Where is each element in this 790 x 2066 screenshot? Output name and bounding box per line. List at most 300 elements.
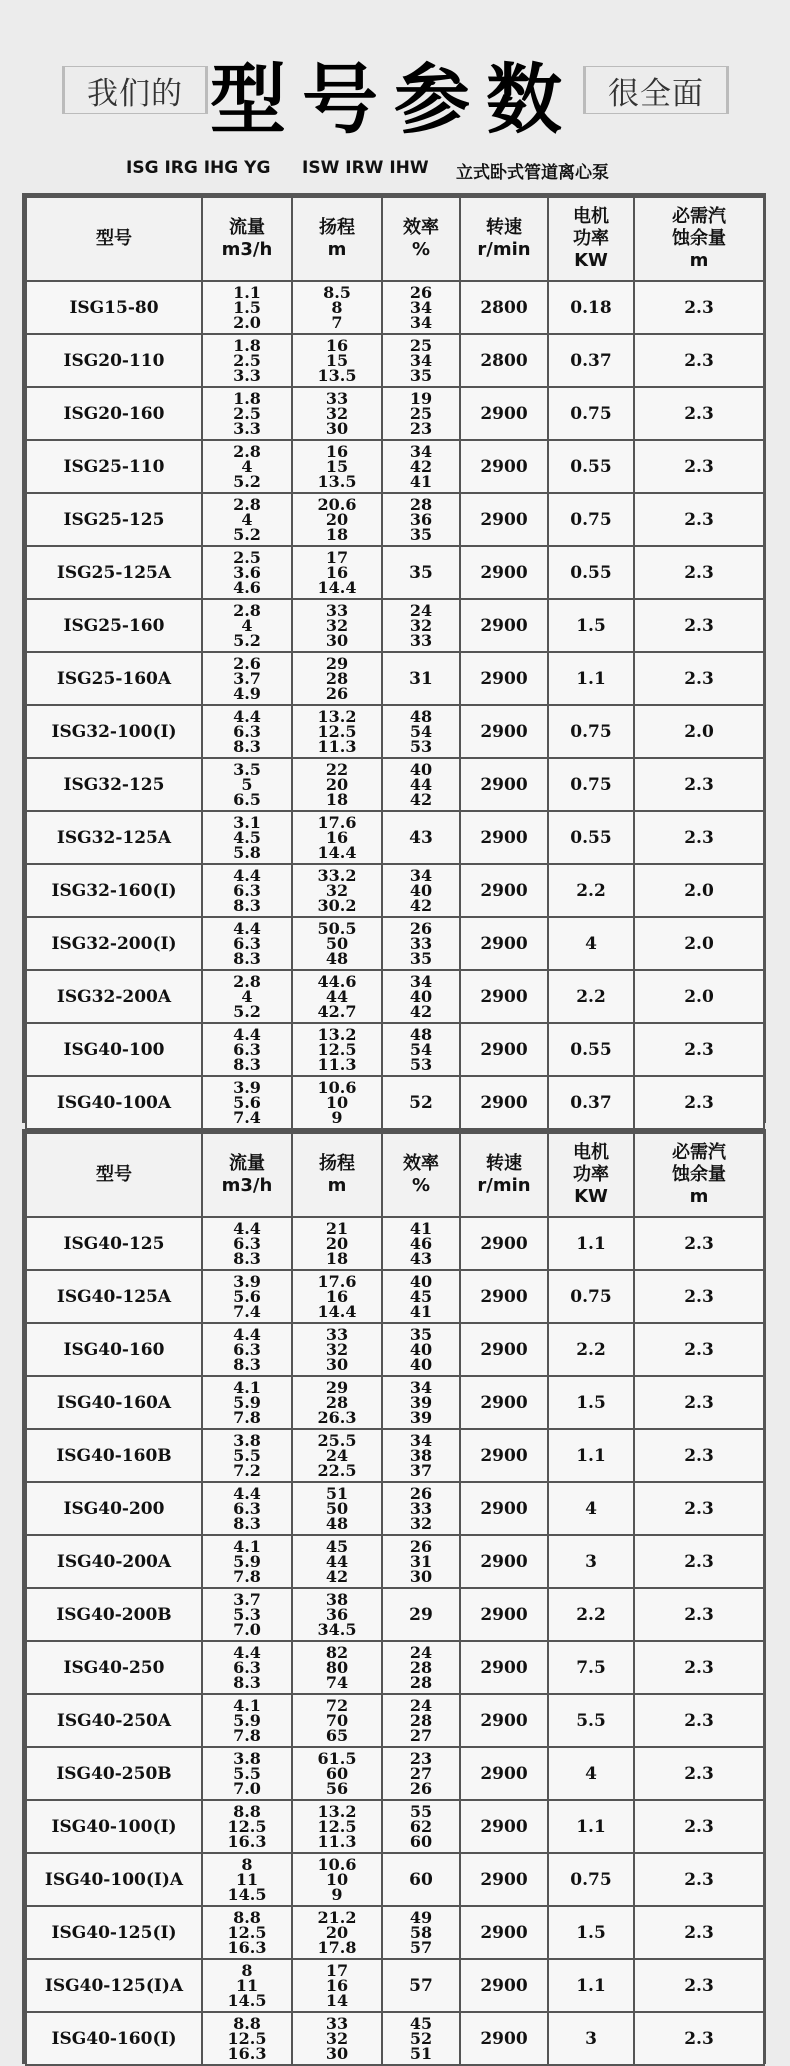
cell-eff <box>382 1694 460 1747</box>
cell-flow <box>202 1270 292 1323</box>
cell-speed: 2900 <box>460 1429 548 1482</box>
cell-value: 5.8 <box>233 843 261 862</box>
cell-eff <box>382 440 460 493</box>
table-row <box>26 1800 764 1853</box>
cell-power: 2.2 <box>548 970 634 1023</box>
cell-value: 28 <box>325 1393 349 1412</box>
cell-value: 54 <box>409 722 433 741</box>
spec-table-1-grid <box>25 196 765 1130</box>
table-row <box>26 1906 764 1959</box>
cell-flow <box>202 1641 292 1694</box>
cell-model: ISG40-100A <box>26 1076 202 1129</box>
cell-eff <box>382 1535 460 1588</box>
cell-value: 1.1 <box>233 283 261 302</box>
cell-flow <box>202 334 292 387</box>
cell-value: 15 <box>325 457 349 476</box>
table-row <box>26 599 764 652</box>
cell-flow <box>202 387 292 440</box>
cell-power: 3 <box>548 1535 634 1588</box>
cell-value: 41 <box>409 472 433 491</box>
table-row <box>26 1853 764 1906</box>
cell-power: 0.37 <box>548 334 634 387</box>
cell-speed: 2900 <box>460 652 548 705</box>
cell-eff <box>382 1076 460 1129</box>
column-header-line: 流量 <box>229 1153 265 1174</box>
cell-npsh: 2.3 <box>634 1747 764 1800</box>
cell-eff <box>382 2012 460 2065</box>
cell-value: 60 <box>409 1869 433 1890</box>
table-row <box>26 1747 764 1800</box>
cell-value: 72 <box>325 1696 349 1715</box>
cell-value: 8.3 <box>233 1249 261 1268</box>
cell-value: 27 <box>409 1764 433 1783</box>
cell-value: 32 <box>325 2029 349 2048</box>
cell-speed: 2800 <box>460 334 548 387</box>
cell-value: 43 <box>409 1249 433 1268</box>
cell-value: 26 <box>409 1484 433 1503</box>
cell-model: ISG40-100(I)A <box>26 1853 202 1906</box>
cell-power: 7.5 <box>548 1641 634 1694</box>
cell-value: 35 <box>409 562 433 583</box>
table-row <box>26 1076 764 1129</box>
cell-model: ISG40-100 <box>26 1023 202 1076</box>
cell-value: 60 <box>325 1764 349 1783</box>
cell-value: 33 <box>409 934 433 953</box>
cell-value: 57 <box>409 1975 433 1996</box>
column-header-line: m <box>689 1186 709 1207</box>
cell-power: 0.55 <box>548 440 634 493</box>
cell-value: 11.3 <box>317 1055 357 1074</box>
cell-eff <box>382 917 460 970</box>
cell-npsh: 2.0 <box>634 970 764 1023</box>
cell-value: 4.4 <box>233 1643 261 1662</box>
column-header-eff <box>382 1133 460 1217</box>
cell-value: 70 <box>325 1711 349 1730</box>
table-row <box>26 1694 764 1747</box>
cell-value: 10 <box>325 1870 349 1889</box>
cell-value: 40 <box>409 1340 433 1359</box>
cell-value: 35 <box>409 525 433 544</box>
cell-head <box>292 387 382 440</box>
cell-value: 3.8 <box>233 1749 261 1768</box>
cell-value: 48 <box>409 707 433 726</box>
cell-value: 16 <box>325 1976 349 1995</box>
cell-value: 2.0 <box>233 313 261 332</box>
cell-value: 45 <box>325 1537 349 1556</box>
cell-npsh: 2.3 <box>634 652 764 705</box>
cell-power: 0.37 <box>548 1076 634 1129</box>
cell-value: 31 <box>409 1552 433 1571</box>
title-banner <box>0 38 790 148</box>
cell-value: 31 <box>409 668 433 689</box>
cell-value: 42 <box>325 1567 349 1586</box>
cell-value: 5.6 <box>233 1093 261 1112</box>
cell-head <box>292 970 382 1023</box>
cell-value: 80 <box>325 1658 349 1677</box>
column-header-line: 转速 <box>486 217 522 238</box>
cell-npsh: 2.3 <box>634 811 764 864</box>
table-body <box>26 281 764 1129</box>
cell-value: 3.6 <box>233 563 261 582</box>
cell-value: 32 <box>409 616 433 635</box>
column-header-line: 效率 <box>403 1153 439 1174</box>
cell-flow <box>202 1535 292 1588</box>
cell-value: 5.2 <box>233 525 261 544</box>
cell-speed: 2900 <box>460 705 548 758</box>
cell-value: 16.3 <box>227 2044 267 2063</box>
cell-value: 11 <box>235 1976 259 1995</box>
cell-value: 51 <box>325 1484 349 1503</box>
cell-speed: 2900 <box>460 970 548 1023</box>
cell-value: 29 <box>409 1604 433 1625</box>
cell-head <box>292 2012 382 2065</box>
cell-speed: 2900 <box>460 864 548 917</box>
column-header-line: 效率 <box>403 217 439 238</box>
cell-npsh: 2.3 <box>634 1535 764 1588</box>
column-header-power <box>548 1133 634 1217</box>
cell-value: 12.5 <box>317 722 357 741</box>
cell-eff <box>382 864 460 917</box>
cell-flow <box>202 1800 292 1853</box>
cell-value: 6.3 <box>233 1340 261 1359</box>
cell-value: 8.3 <box>233 1055 261 1074</box>
cell-flow <box>202 970 292 1023</box>
cell-value: 23 <box>409 419 433 438</box>
column-header-line: 型号 <box>96 228 132 249</box>
cell-eff <box>382 1429 460 1482</box>
cell-model: ISG20-160 <box>26 387 202 440</box>
header-row <box>26 197 764 281</box>
cell-value: 42 <box>409 896 433 915</box>
cell-flow <box>202 546 292 599</box>
cell-eff <box>382 1217 460 1270</box>
table-row <box>26 281 764 334</box>
column-header-flow <box>202 1133 292 1217</box>
cell-npsh: 2.3 <box>634 1959 764 2012</box>
subtitle-series-b: ISW IRW IHW <box>302 158 429 178</box>
cell-npsh: 2.3 <box>634 440 764 493</box>
cell-value: 4.4 <box>233 1325 261 1344</box>
cell-head <box>292 1588 382 1641</box>
cell-npsh: 2.3 <box>634 1217 764 1270</box>
cell-value: 41 <box>409 1302 433 1321</box>
cell-value: 7 <box>331 313 343 332</box>
cell-head <box>292 281 382 334</box>
cell-value: 34 <box>409 1431 433 1450</box>
cell-flow <box>202 811 292 864</box>
cell-head <box>292 1906 382 1959</box>
cell-eff <box>382 970 460 1023</box>
cell-value: 3.3 <box>233 366 261 385</box>
cell-value: 17.6 <box>317 813 357 832</box>
cell-value: 54 <box>409 1040 433 1059</box>
cell-value: 20.6 <box>317 495 357 514</box>
cell-value: 35 <box>409 366 433 385</box>
cell-value: 26 <box>409 1537 433 1556</box>
cell-speed: 2900 <box>460 1323 548 1376</box>
cell-value: 18 <box>325 525 349 544</box>
cell-flow <box>202 917 292 970</box>
cell-power: 1.5 <box>548 1376 634 1429</box>
cell-speed: 2900 <box>460 917 548 970</box>
cell-speed: 2900 <box>460 546 548 599</box>
cell-flow <box>202 1376 292 1429</box>
cell-power: 2.2 <box>548 864 634 917</box>
cell-head <box>292 864 382 917</box>
cell-head <box>292 1023 382 1076</box>
column-header-line: 功率 <box>573 228 609 249</box>
cell-head <box>292 811 382 864</box>
cell-value: 24 <box>325 1446 349 1465</box>
table-row <box>26 864 764 917</box>
column-header-line: 流量 <box>229 217 265 238</box>
column-header-speed <box>460 1133 548 1217</box>
cell-value: 40 <box>409 760 433 779</box>
cell-model: ISG40-160(I) <box>26 2012 202 2065</box>
cell-value: 43 <box>409 827 433 848</box>
cell-value: 4 <box>241 457 253 476</box>
cell-flow <box>202 705 292 758</box>
cell-npsh: 2.0 <box>634 705 764 758</box>
cell-value: 34 <box>409 298 433 317</box>
spec-table-2-grid <box>25 1132 765 2066</box>
column-header-line: % <box>411 1175 431 1196</box>
cell-eff <box>382 652 460 705</box>
cell-value: 4.5 <box>233 828 261 847</box>
cell-speed: 2900 <box>460 493 548 546</box>
cell-value: 17 <box>325 548 349 567</box>
cell-flow <box>202 758 292 811</box>
cell-value: 65 <box>325 1726 349 1745</box>
cell-head <box>292 1376 382 1429</box>
cell-value: 6.3 <box>233 1499 261 1518</box>
column-header-eff <box>382 197 460 281</box>
cell-value: 16 <box>325 563 349 582</box>
cell-npsh: 2.3 <box>634 2012 764 2065</box>
cell-head <box>292 1482 382 1535</box>
cell-value: 52 <box>409 1092 433 1113</box>
cell-npsh: 2.3 <box>634 1641 764 1694</box>
cell-model: ISG25-125 <box>26 493 202 546</box>
cell-value: 8.8 <box>233 1908 261 1927</box>
cell-power: 0.75 <box>548 1270 634 1323</box>
table-row <box>26 705 764 758</box>
cell-value: 32 <box>325 404 349 423</box>
cell-value: 13.2 <box>317 1802 357 1821</box>
cell-eff <box>382 493 460 546</box>
cell-model: ISG32-160(I) <box>26 864 202 917</box>
cell-value: 16 <box>325 1287 349 1306</box>
cell-value: 14 <box>325 1991 349 2010</box>
table-row <box>26 1959 764 2012</box>
cell-model: ISG25-125A <box>26 546 202 599</box>
column-header-line: m <box>327 1175 347 1196</box>
cell-value: 20 <box>325 775 349 794</box>
cell-value: 30.2 <box>317 896 357 915</box>
cell-value: 33 <box>325 2014 349 2033</box>
cell-value: 58 <box>409 1923 433 1942</box>
cell-value: 3.1 <box>233 813 261 832</box>
table-row <box>26 1323 764 1376</box>
cell-value: 11.3 <box>317 737 357 756</box>
cell-npsh: 2.3 <box>634 1323 764 1376</box>
cell-speed: 2900 <box>460 1217 548 1270</box>
cell-head <box>292 652 382 705</box>
cell-value: 1.5 <box>233 298 261 317</box>
cell-value: 34 <box>409 866 433 885</box>
cell-eff <box>382 705 460 758</box>
cell-value: 4.4 <box>233 866 261 885</box>
cell-value: 3.3 <box>233 419 261 438</box>
cell-power: 0.75 <box>548 705 634 758</box>
cell-value: 8 <box>331 298 343 317</box>
cell-value: 2.8 <box>233 972 261 991</box>
cell-value: 21 <box>325 1219 349 1238</box>
cell-value: 4 <box>241 510 253 529</box>
cell-eff <box>382 1800 460 1853</box>
cell-power: 0.55 <box>548 1023 634 1076</box>
cell-flow <box>202 1906 292 1959</box>
cell-speed: 2900 <box>460 1270 548 1323</box>
cell-value: 44 <box>325 987 349 1006</box>
cell-head <box>292 1853 382 1906</box>
cell-value: 10.6 <box>317 1855 357 1874</box>
column-header-line: 蚀余量 <box>672 1164 726 1185</box>
cell-value: 14.4 <box>317 578 357 597</box>
cell-value: 36 <box>409 510 433 529</box>
cell-eff <box>382 1588 460 1641</box>
cell-value: 12.5 <box>317 1040 357 1059</box>
cell-value: 40 <box>409 881 433 900</box>
cell-value: 42.7 <box>317 1002 357 1021</box>
cell-power: 0.75 <box>548 493 634 546</box>
cell-head <box>292 758 382 811</box>
cell-value: 6.3 <box>233 722 261 741</box>
table-row <box>26 1023 764 1076</box>
table-row <box>26 758 764 811</box>
cell-head <box>292 1323 382 1376</box>
subtitle-series-a: ISG IRG IHG YG <box>126 158 271 178</box>
cell-head <box>292 1270 382 1323</box>
cell-value: 20 <box>325 1923 349 1942</box>
cell-value: 16.3 <box>227 1938 267 1957</box>
cell-flow <box>202 652 292 705</box>
cell-value: 61.5 <box>317 1749 357 1768</box>
cell-value: 3.7 <box>233 1590 261 1609</box>
cell-value: 16.3 <box>227 1832 267 1851</box>
cell-value: 32 <box>325 616 349 635</box>
cell-power: 4 <box>548 917 634 970</box>
cell-value: 2.6 <box>233 654 261 673</box>
cell-value: 4.4 <box>233 707 261 726</box>
cell-value: 5.9 <box>233 1393 261 1412</box>
table-row <box>26 652 764 705</box>
cell-head <box>292 1076 382 1129</box>
cell-power: 4 <box>548 1482 634 1535</box>
column-header-line: KW <box>574 250 608 271</box>
cell-value: 53 <box>409 737 433 756</box>
cell-power: 0.55 <box>548 546 634 599</box>
cell-model: ISG25-160A <box>26 652 202 705</box>
cell-value: 12.5 <box>317 1817 357 1836</box>
cell-value: 48 <box>409 1025 433 1044</box>
cell-model: ISG40-250 <box>26 1641 202 1694</box>
cell-value: 12.5 <box>227 2029 267 2048</box>
spec-table-1 <box>22 193 766 1127</box>
table-row <box>26 334 764 387</box>
cell-model: ISG40-125(I) <box>26 1906 202 1959</box>
cell-value: 2.5 <box>233 351 261 370</box>
cell-value: 4.4 <box>233 1484 261 1503</box>
cell-value: 48 <box>325 949 349 968</box>
cell-value: 28 <box>409 1673 433 1692</box>
cell-value: 22 <box>325 760 349 779</box>
cell-power: 2.2 <box>548 1588 634 1641</box>
cell-value: 26 <box>409 283 433 302</box>
cell-value: 25 <box>409 336 433 355</box>
cell-value: 8.5 <box>323 283 351 302</box>
cell-value: 35 <box>409 949 433 968</box>
cell-flow <box>202 1217 292 1270</box>
subtitle <box>0 158 790 184</box>
cell-speed: 2900 <box>460 811 548 864</box>
cell-head <box>292 917 382 970</box>
cell-flow <box>202 1588 292 1641</box>
cell-value: 50 <box>325 1499 349 1518</box>
column-header-line: m <box>689 250 709 271</box>
cell-head <box>292 599 382 652</box>
cell-value: 24 <box>409 1696 433 1715</box>
cell-value: 49 <box>409 1908 433 1927</box>
subtitle-description: 立式卧式管道离心泵 <box>456 163 609 183</box>
table-row <box>26 1270 764 1323</box>
table-header <box>26 197 764 281</box>
cell-model: ISG32-125A <box>26 811 202 864</box>
cell-value: 40 <box>409 1355 433 1374</box>
cell-value: 2.8 <box>233 495 261 514</box>
cell-flow <box>202 1747 292 1800</box>
cell-power: 1.1 <box>548 1217 634 1270</box>
cell-value: 13.2 <box>317 707 357 726</box>
cell-value: 33 <box>409 1499 433 1518</box>
cell-speed: 2900 <box>460 1023 548 1076</box>
cell-value: 38 <box>409 1446 433 1465</box>
cell-power: 1.1 <box>548 1800 634 1853</box>
cell-value: 6.3 <box>233 934 261 953</box>
cell-model: ISG32-125 <box>26 758 202 811</box>
cell-power: 0.75 <box>548 1853 634 1906</box>
cell-value: 10.6 <box>317 1078 357 1097</box>
cell-value: 7.2 <box>233 1461 261 1480</box>
cell-head <box>292 493 382 546</box>
cell-value: 14.4 <box>317 1302 357 1321</box>
cell-npsh: 2.0 <box>634 864 764 917</box>
cell-npsh: 2.3 <box>634 1906 764 1959</box>
cell-eff <box>382 1376 460 1429</box>
cell-value: 2.5 <box>233 548 261 567</box>
cell-value: 4.4 <box>233 1025 261 1044</box>
table-row <box>26 970 764 1023</box>
cell-npsh: 2.3 <box>634 1076 764 1129</box>
cell-value: 74 <box>325 1673 349 1692</box>
cell-value: 56 <box>325 1779 349 1798</box>
cell-head <box>292 334 382 387</box>
cell-value: 60 <box>409 1832 433 1851</box>
cell-value: 2.5 <box>233 404 261 423</box>
cell-value: 42 <box>409 1002 433 1021</box>
cell-power: 0.75 <box>548 387 634 440</box>
cell-eff <box>382 1641 460 1694</box>
